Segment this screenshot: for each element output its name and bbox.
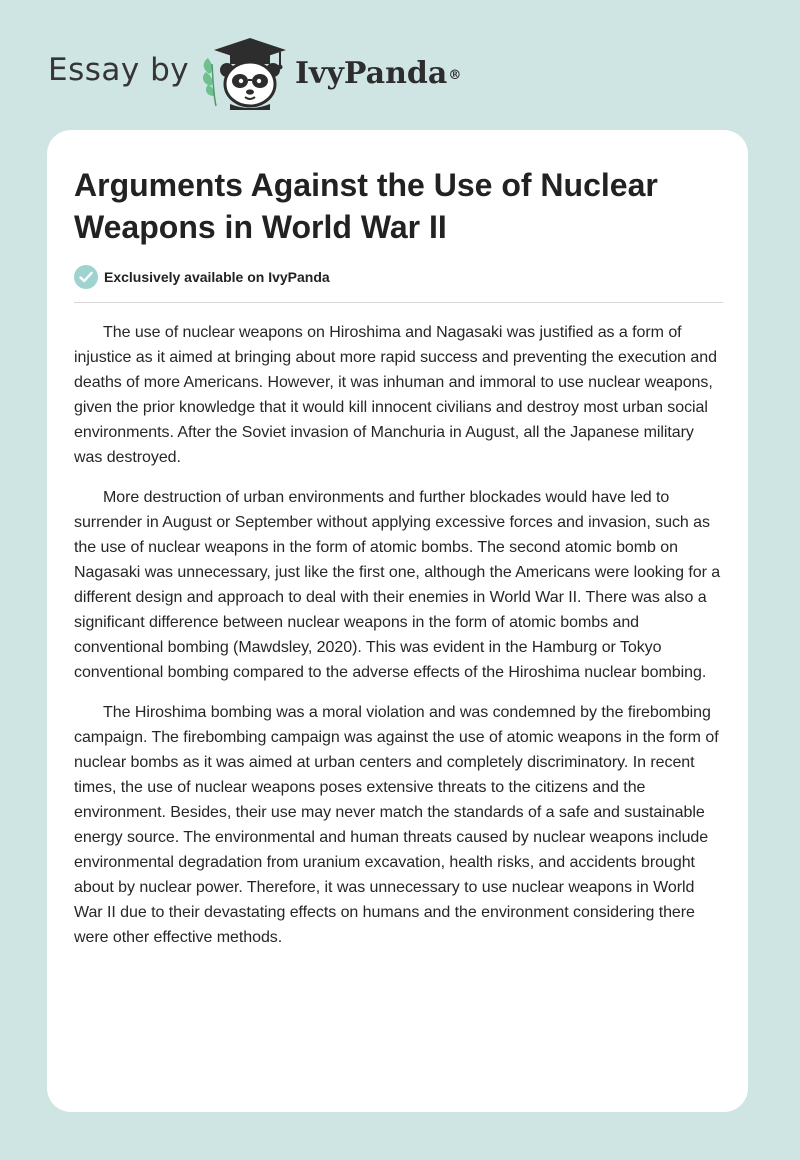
essay-card <box>47 130 748 1112</box>
exclusive-label: Exclusively available on IvyPanda <box>104 269 330 285</box>
title-divider <box>74 302 723 303</box>
panda-graduate-logo-icon[interactable] <box>200 34 288 110</box>
essay-by-label: Essay by <box>48 52 190 88</box>
brand-text: IvyPanda <box>295 56 448 91</box>
registered-mark: ® <box>448 68 462 83</box>
paragraph-3: The Hiroshima bombing was a moral violation and was condemned by the firebombing campaign. The firebombing campaign was against the use of atomic weapons in the form of nuclear bombs as it was aimed at urban centers and completely discriminatory. In recent times, the use of nuclear weapons poses extensive threats to the citizens and the environment. Besides, their use may never match the standards of a safe and sustainable energy source. The environmental and human threats caused by nuclear weapons include environmental degradation from uranium excavation, health risks, and accidents brought about by nuclear power. Therefore, it was unnecessary to use nuclear weapons in World War II due to their devastating effects on humans and the environment considering there were other effective methods. <box>74 704 719 946</box>
brand-name[interactable] <box>295 54 461 94</box>
essay-body <box>74 320 724 965</box>
check-icon <box>74 265 98 289</box>
essay-title: Arguments Against the Use of Nuclear Weapons in World War II <box>74 167 658 245</box>
site-header <box>0 0 800 130</box>
exclusive-badge <box>74 264 330 290</box>
paragraph-2: More destruction of urban environments and further blockades would have led to surrender in August or September without applying excessive forces and invasion, such as the use of nuclear weapons in the form of atomic bombs. The second atomic bomb on Nagasaki was unnecessary, just like the first one, although the Americans were looking for a different design and approach to deal with their enemies in World War II. There was also a significant difference between nuclear weapons in the form of atomic bombs and conventional bombing (Mawdsley, 2020). This was evident in the Hamburg or Tokyo conventional bombing compared to the adverse effects of the Hiroshima nuclear bombing. <box>74 489 721 681</box>
paragraph-1: The use of nuclear weapons on Hiroshima and Nagasaki was justified as a form of injustice as it aimed at bringing about more rapid success and preventing the execution and deaths of more Americans. However, it was inhuman and immoral to use nuclear weapons, given the prior knowledge that it would kill innocent civilians and destroy most urban social environments. After the Soviet invasion of Manchuria in August, all the Japanese military was destroyed. <box>74 324 717 466</box>
